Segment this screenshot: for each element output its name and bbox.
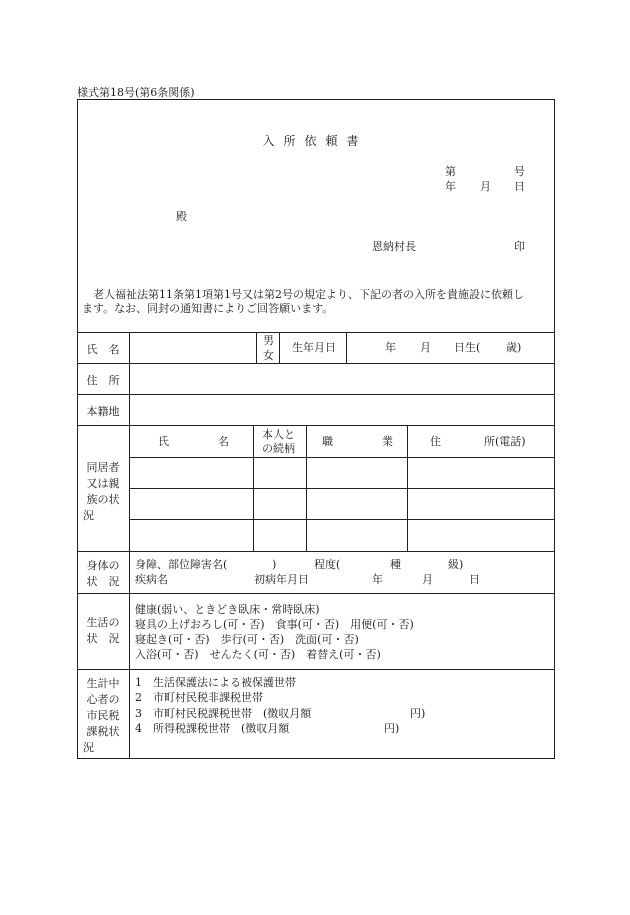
tax-label-line4: 課税状 bbox=[86, 724, 120, 738]
living-bedding-meal-toilet: 寝具の上げおろし(可・否) 食事(可・否) 用便(可・否) bbox=[135, 618, 414, 631]
date-year: 年 bbox=[445, 180, 456, 193]
name-row-divider-2 bbox=[279, 332, 280, 363]
label-column-divider bbox=[129, 332, 130, 759]
living-label-line1: 生活の bbox=[86, 616, 120, 629]
family-col-addr-2: 所(電話) bbox=[484, 435, 526, 448]
body-text-line2: ます。なお、同封の通知書によりご回答願います。 bbox=[82, 302, 334, 315]
rule-after-domicile bbox=[77, 425, 555, 426]
addressee-suffix: 殿 bbox=[176, 210, 187, 223]
date-month: 月 bbox=[480, 180, 491, 193]
name-row-divider-1 bbox=[256, 332, 257, 363]
sex-female: 女 bbox=[263, 349, 274, 362]
illness-name: 疾病名 bbox=[135, 573, 168, 586]
document-title: 入所依頼書 bbox=[262, 134, 368, 148]
family-row-rule-2 bbox=[129, 519, 555, 520]
onset-day: 日 bbox=[469, 573, 480, 586]
tax-item-2: 2 市町村民税非課税世帯 bbox=[135, 691, 263, 704]
sex-male: 男 bbox=[263, 334, 274, 347]
rule-after-body bbox=[77, 593, 555, 594]
tax-status-label bbox=[77, 676, 129, 756]
family-row-rule-1 bbox=[129, 488, 555, 489]
rule-after-address bbox=[77, 394, 555, 395]
seal-mark: 印 bbox=[514, 240, 525, 253]
family-col-job-1: 職 bbox=[322, 435, 333, 448]
family-col-job-2: 業 bbox=[382, 435, 393, 448]
onset-month: 月 bbox=[422, 573, 433, 586]
family-col-relation-1: 本人と bbox=[262, 428, 295, 441]
family-col-name-2: 名 bbox=[218, 435, 229, 448]
birth-age: 歳) bbox=[506, 341, 522, 354]
family-col-divider-2 bbox=[306, 425, 307, 551]
rule-after-living bbox=[77, 669, 555, 670]
rule-top-table bbox=[77, 332, 555, 333]
family-col-name-1: 氏 bbox=[158, 435, 169, 448]
number-dai: 第 bbox=[445, 165, 456, 178]
family-col-relation-2: の続柄 bbox=[262, 442, 295, 455]
family-label-line4: 況 bbox=[83, 508, 94, 522]
disability-degree: 程度( bbox=[314, 558, 341, 571]
tax-label-line3: 市民税 bbox=[86, 708, 120, 722]
living-bath-laundry-dress: 入浴(可・否) せんたく(可・否) 着替え(可・否) bbox=[135, 648, 381, 661]
body-status-label bbox=[77, 558, 129, 590]
address-label: 住 所 bbox=[86, 374, 120, 387]
tax-item-3: 3 市町村民税課税世帯 (徴収月額 bbox=[135, 707, 312, 720]
body-label-line1: 身体の bbox=[86, 559, 120, 572]
family-col-addr-1: 住 bbox=[430, 435, 441, 448]
family-section-label bbox=[77, 460, 129, 524]
onset-date-label: 初病年月日 bbox=[254, 573, 309, 586]
living-rise-walk-wash: 寝起き(可・否) 歩行(可・否) 洗面(可・否) bbox=[135, 633, 359, 646]
family-col-divider-1 bbox=[253, 425, 254, 551]
living-label-line2: 状 況 bbox=[86, 631, 120, 645]
number-go: 号 bbox=[514, 165, 525, 178]
name-label: 氏 名 bbox=[86, 343, 120, 356]
tax-item-4: 4 所得税課税世帯 (徴収月額 bbox=[135, 722, 290, 735]
family-label-line3: 族の状 bbox=[86, 492, 120, 506]
family-label-line2: 又は親 bbox=[86, 476, 120, 490]
domicile-label: 本籍地 bbox=[86, 405, 120, 418]
tax-label-line2: 心者の bbox=[86, 692, 120, 706]
tax-item-1: 1 生活保護法による被保護世帯 bbox=[135, 676, 296, 689]
family-label-line1: 同居者 bbox=[86, 461, 120, 474]
issuer-name: 恩納村長 bbox=[372, 240, 416, 253]
family-header-rule bbox=[129, 457, 555, 458]
tax-label-line5: 況 bbox=[83, 740, 94, 754]
birth-label: 生年月日 bbox=[292, 341, 336, 354]
disability-type: 種 bbox=[390, 558, 401, 571]
name-row-divider-3 bbox=[346, 332, 347, 363]
rule-after-family bbox=[77, 551, 555, 552]
disability-grade: 級) bbox=[448, 558, 464, 571]
tax-item-3-yen: 円) bbox=[410, 707, 426, 720]
birth-month: 月 bbox=[420, 341, 431, 354]
living-status-label bbox=[77, 615, 129, 647]
body-text-line1: 老人福祉法第11条第1項第1号又は第2号の規定より、下記の者の入所を貴施設に依頼し bbox=[93, 288, 524, 301]
onset-year: 年 bbox=[372, 573, 383, 586]
tax-label-line1: 生計中 bbox=[86, 677, 120, 690]
birth-day-sei: 日生( bbox=[454, 341, 481, 354]
body-label-line2: 状 況 bbox=[86, 574, 120, 588]
disability-name: 身障、部位障害名( bbox=[135, 558, 228, 571]
birth-year: 年 bbox=[385, 341, 396, 354]
family-col-divider-3 bbox=[407, 425, 408, 551]
date-day: 日 bbox=[514, 180, 525, 193]
disability-close: ) bbox=[272, 558, 277, 571]
form-number-label: 様式第18号(第6条関係) bbox=[77, 86, 195, 99]
rule-after-name bbox=[77, 363, 555, 364]
tax-item-4-yen: 円) bbox=[384, 722, 400, 735]
living-health: 健康(弱い、ときどき臥床・常時臥床) bbox=[135, 603, 320, 616]
